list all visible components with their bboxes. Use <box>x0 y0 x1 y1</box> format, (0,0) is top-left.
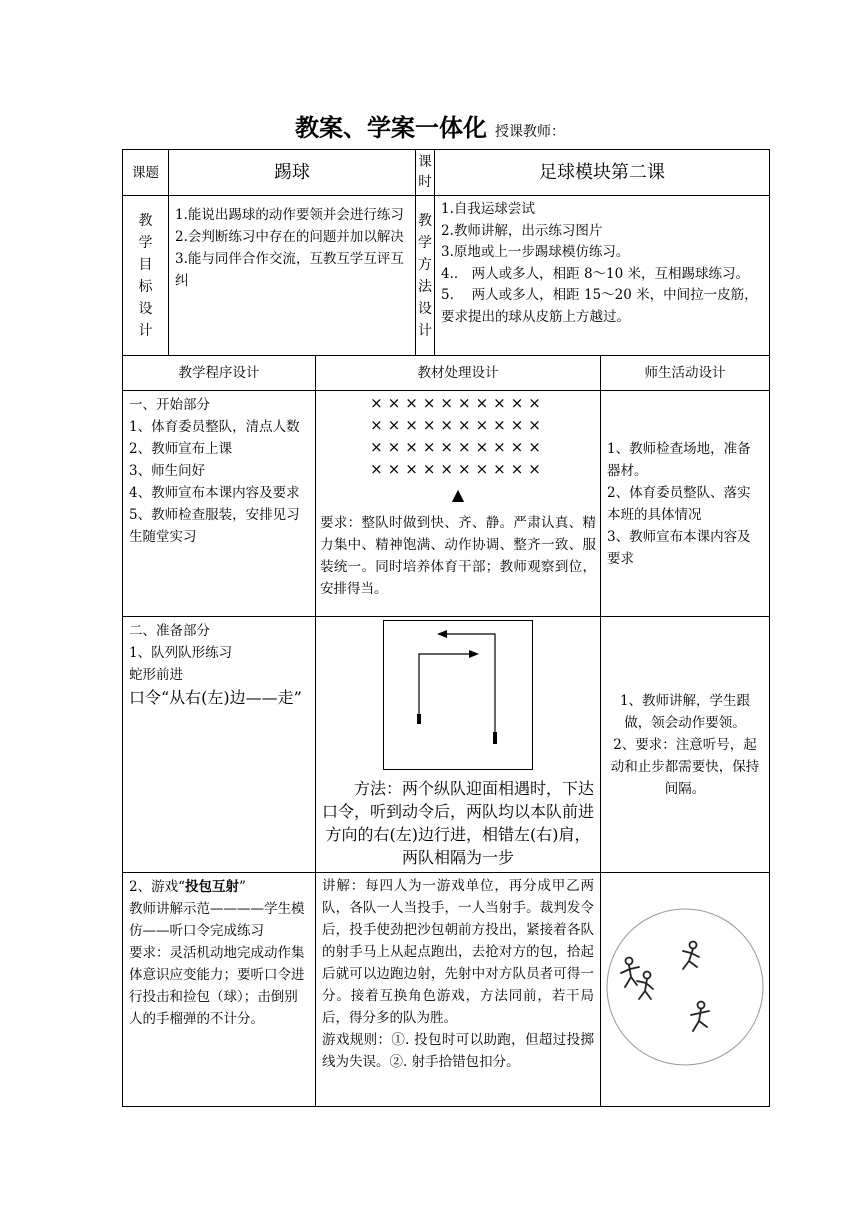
section1-left <box>123 391 316 617</box>
section2-middle <box>316 617 601 873</box>
procedure-item: 要求：灵活机动地完成动作集体意识应变能力；要听口令进行投击和捡包（球）；击倒别人的手榴弹的不计分。 <box>129 945 305 1027</box>
subject-label-cell <box>123 150 169 196</box>
command-text: 口令“从右(左)边——走” <box>129 688 302 707</box>
methods-label-cell <box>416 196 435 356</box>
section2-right <box>601 617 770 873</box>
header-activity <box>601 356 770 391</box>
method-item: 2.教师讲解，出示练习图片 <box>441 222 603 239</box>
lesson-plan-table <box>122 149 770 1107</box>
section1-middle <box>316 391 601 617</box>
goal-item: 1.能说出踢球的动作要领并会进行练习 <box>175 207 404 223</box>
subject-label: 课题 <box>132 164 159 181</box>
game-name: 投包互射 <box>185 879 239 895</box>
section3-middle <box>316 873 601 1107</box>
goals-cell <box>169 196 416 356</box>
activity-item: 1、教师讲解，学生跟做，领会动作要领。 <box>619 692 751 731</box>
section2-left <box>123 617 316 873</box>
header-material <box>316 356 601 391</box>
method-item: 3.原地或上一步踢球模仿练习。 <box>441 244 630 260</box>
snake-march-diagram <box>322 620 594 777</box>
method-item: 4.． 两人或多人，相距 8～10 米，互相踢球练习。 <box>441 265 750 282</box>
method-item: 1.自我运球尝试 <box>441 201 535 217</box>
section-heading: 二、准备部分 <box>129 623 210 639</box>
snake-march-svg <box>383 620 533 770</box>
procedure-item: 1、队列队形练习 <box>129 645 233 661</box>
procedure-item: 教师讲解示范————学生模仿——听口令完成练习 <box>129 901 305 939</box>
period-label-cell <box>416 150 435 196</box>
formation-requirement: 要求：整队时做到快、齐、静。严肃认真、精力集中、精神饱满、动作协调、整齐一致、服装统一。同时培养体育干部；教师观察到位，安排得当。 <box>320 515 596 597</box>
section1-right <box>601 391 770 617</box>
header-material-label: 教材处理设计 <box>417 365 499 381</box>
subject-value: 踢球 <box>274 161 310 183</box>
game-title-suffix: ” <box>239 879 246 895</box>
activity-item: 2、体育委员整队、落实本班的具体情况 <box>607 484 751 523</box>
subject-value-cell <box>169 150 416 196</box>
game-rules: 游戏规则：①. 投包时可以助跑，但超过投掷线为失误。②. 射手拾错包扣分。 <box>322 1032 594 1070</box>
procedure-item: 1、体育委员整队，清点人数 <box>129 419 300 435</box>
formation-row: ×××××××××× <box>370 394 546 412</box>
formation-row: ×××××××××× <box>370 416 546 434</box>
procedure-item: 蛇形前进 <box>129 667 183 683</box>
procedure-item: 2、教师宣布上课 <box>129 441 233 457</box>
procedure-item: 5、教师检查服装，安排见习生随堂实习 <box>129 507 300 545</box>
formation-row: ×××××××××× <box>370 438 546 456</box>
procedure-item: 3、师生问好 <box>129 463 206 479</box>
game-explanation: 讲解：每四人为一游戏单位，再分成甲乙两队，各队一人当投手，一人当射手。裁判发令后，投手使劲把沙包朝前方投出，紧接着各队的射手马上从起点跑出，去抢对方的包，拾起后就可以边跑边射，先射中对方队员者可得一分。接着互换角色游戏，方法同前，若干局后，得分多的队为胜。 <box>322 878 594 1026</box>
title-teacher-label: 授课教师： <box>495 124 565 140</box>
methods-label: 教学方法设计 <box>418 212 432 339</box>
methods-cell <box>435 196 770 356</box>
header-procedure-label: 教学程序设计 <box>178 365 260 381</box>
period-value-cell <box>435 150 770 196</box>
header-procedure <box>123 356 316 391</box>
goals-label: 教学目标设计 <box>138 212 153 339</box>
game-title-prefix: 2、游戏“ <box>129 879 185 895</box>
goal-item: 2.会判断练习中存在的问题并加以解决 <box>175 229 404 245</box>
section3-right <box>601 873 770 1107</box>
goal-item: 3.能与同伴合作交流，互教互学互评互纠 <box>175 251 404 289</box>
header-activity-label: 师生活动设计 <box>644 365 726 381</box>
formation-row: ×××××××××× <box>370 460 546 478</box>
method-description: 方法：两个纵队迎面相遇时，下达口令，听到动令后，两队均以本队前进方向的右(左)边行进，相错左(右)肩，两队相隔为一步 <box>322 779 595 867</box>
game-field-illustration <box>603 901 765 1071</box>
goals-label-cell <box>123 196 169 356</box>
game-title <box>129 876 309 898</box>
document-title <box>0 108 860 143</box>
teacher-marker-icon: ▲ <box>451 485 465 504</box>
activity-item: 3、教师宣布本课内容及要求 <box>607 528 751 567</box>
activity-item: 1、教师检查场地，准备器材。 <box>607 440 751 479</box>
title-main: 教案、学案一体化 <box>295 114 487 142</box>
period-label: 课时 <box>418 154 432 190</box>
period-value: 足球模块第二课 <box>539 161 665 183</box>
section-heading: 一、开始部分 <box>129 397 210 413</box>
method-item: 5. 两人或多人，相距 15～20 米，中间拉一皮筋，要求提出的球从皮筋上方越过。 <box>441 287 758 325</box>
activity-item: 2、要求：注意听号，起动和止步都需要快，保持间隔。 <box>610 736 760 797</box>
section3-left <box>123 873 316 1107</box>
procedure-item: 4、教师宣布本课内容及要求 <box>129 485 300 501</box>
